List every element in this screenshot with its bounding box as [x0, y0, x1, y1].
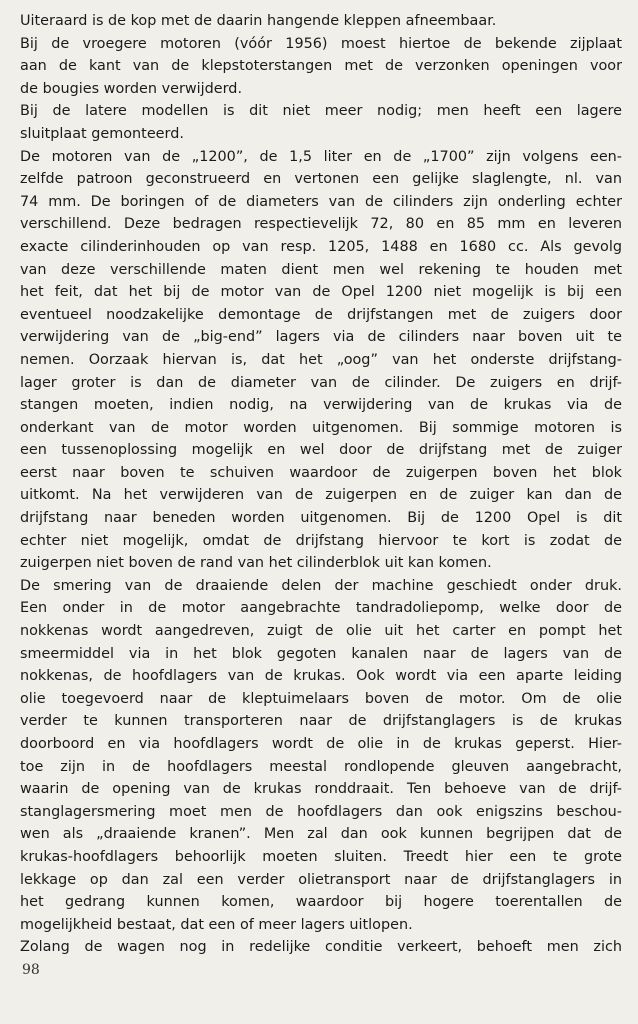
text-line: waarin de opening van de krukas ronddraait. Ten behoeve van de drijf- — [20, 781, 622, 798]
text-line: nokkenas, de hoofdlagers van de krukas. Ook wordt via een aparte leiding — [20, 668, 622, 685]
text-line: lager groter is dan de diameter van de cilinder. De zuigers en drijf- — [20, 374, 622, 391]
text-line: van deze verschillende maten dient men wel rekening te houden met — [20, 261, 622, 278]
text-line: onderkant van de motor worden uitgenomen. Bij sommige motoren is — [20, 419, 622, 436]
body-text — [20, 10, 622, 959]
text-line: zelfde patroon geconstrueerd en vertonen een gelijke slaglengte, nl. van — [20, 171, 622, 188]
text-line: mogelijkheid bestaat, dat een of meer lagers uitlopen. — [20, 916, 413, 933]
text-line: eventueel noodzakelijke demontage de drijfstangen met de zuigers door — [20, 306, 622, 323]
text-line: stanglagersmering moet men de hoofdlagers dan ook enigszins beschou- — [20, 803, 622, 820]
text-line: Uiteraard is de kop met de daarin hangende kleppen afneembaar. — [20, 13, 497, 29]
text-line: sluitplaat gemonteerd. — [20, 125, 184, 142]
text-line: Een onder in de motor aangebrachte tandradoliepomp, welke door de — [20, 600, 622, 617]
page-number: 98 — [22, 962, 40, 978]
text-line: exacte cilinderinhouden op van resp. 1205, 1488 en 1680 cc. Als gevolg — [20, 238, 622, 255]
text-line: de bougies worden verwijderd. — [20, 80, 243, 97]
text-line: Zolang de wagen nog in redelijke conditie verkeert, behoeft men zich — [20, 939, 622, 956]
text-line: Bij de vroegere motoren (vóór 1956) moest hiertoe de bekende zijplaat — [20, 35, 622, 52]
text-line: nokkenas wordt aangedreven, zuigt de olie uit het carter en pompt het — [20, 623, 622, 640]
text-line: De motoren van de „1200”, de 1,5 liter en de „1700” zijn volgens een- — [20, 148, 622, 165]
text-line: verder te kunnen transporteren naar de drijfstanglagers is de krukas — [20, 713, 622, 730]
text-line: De smering van de draaiende delen der machine geschiedt onder druk. — [20, 577, 622, 594]
text-line: het gedrang kunnen komen, waardoor bij hogere toerentallen de — [20, 894, 622, 911]
text-line: olie toegevoerd naar de kleptuimelaars boven de motor. Om de olie — [20, 690, 622, 707]
text-line: echter niet mogelijk, omdat de drijfstang hiervoor te kort is zodat de — [20, 532, 622, 549]
text-line: wen als „draaiende kranen”. Men zal dan ook kunnen begrijpen dat de — [20, 826, 622, 843]
text-line: nemen. Oorzaak hiervan is, dat het „oog” van het onderste drijfstang- — [20, 351, 622, 368]
text-line: eerst naar boven te schuiven waardoor de zuigerpen boven het blok — [20, 464, 622, 481]
text-line: verschillend. Deze bedragen respectievelijk 72, 80 en 85 mm en leveren — [20, 216, 622, 233]
text-line: Bij de latere modellen is dit niet meer nodig; men heeft een lagere — [20, 103, 622, 120]
text-line: toe zijn in de hoofdlagers meestal rondlopende gleuven aangebracht, — [20, 758, 622, 775]
text-line: zuigerpen niet boven de rand van het cilinderblok uit kan komen. — [20, 555, 492, 572]
text-line: smeermiddel via in het blok gegoten kanalen naar de lagers van de — [20, 645, 622, 662]
text-line: verwijdering van de „big-end” lagers via de cilinders naar boven uit te — [20, 329, 622, 346]
text-line: het feit, dat het bij de motor van de Opel 1200 niet mogelijk is bij een — [20, 284, 622, 301]
text-line: een tussenoplossing mogelijk en wel door de drijfstang met de zuiger — [20, 442, 622, 459]
text-line: uitkomt. Na het verwijderen van de zuigerpen en de zuiger kan dan de — [20, 487, 622, 504]
text-line: stangen moeten, indien nodig, na verwijdering van de krukas via de — [20, 397, 622, 414]
text-line: doorboord en via hoofdlagers wordt de olie in de krukas geperst. Hier- — [20, 736, 622, 752]
text-line: drijfstang naar beneden worden uitgenomen. Bij de 1200 Opel is dit — [20, 510, 622, 527]
text-line: aan de kant van de klepstoterstangen met de verzonken openingen voor — [20, 58, 622, 75]
text-line: lekkage op dan zal een verder olietransport naar de drijfstanglagers in — [20, 871, 622, 888]
text-line: 74 mm. De boringen of de diameters van de cilinders zijn onderling echter — [20, 193, 622, 210]
text-line: krukas-hoofdlagers behoorlijk moeten sluiten. Treedt hier een te grote — [20, 848, 622, 865]
